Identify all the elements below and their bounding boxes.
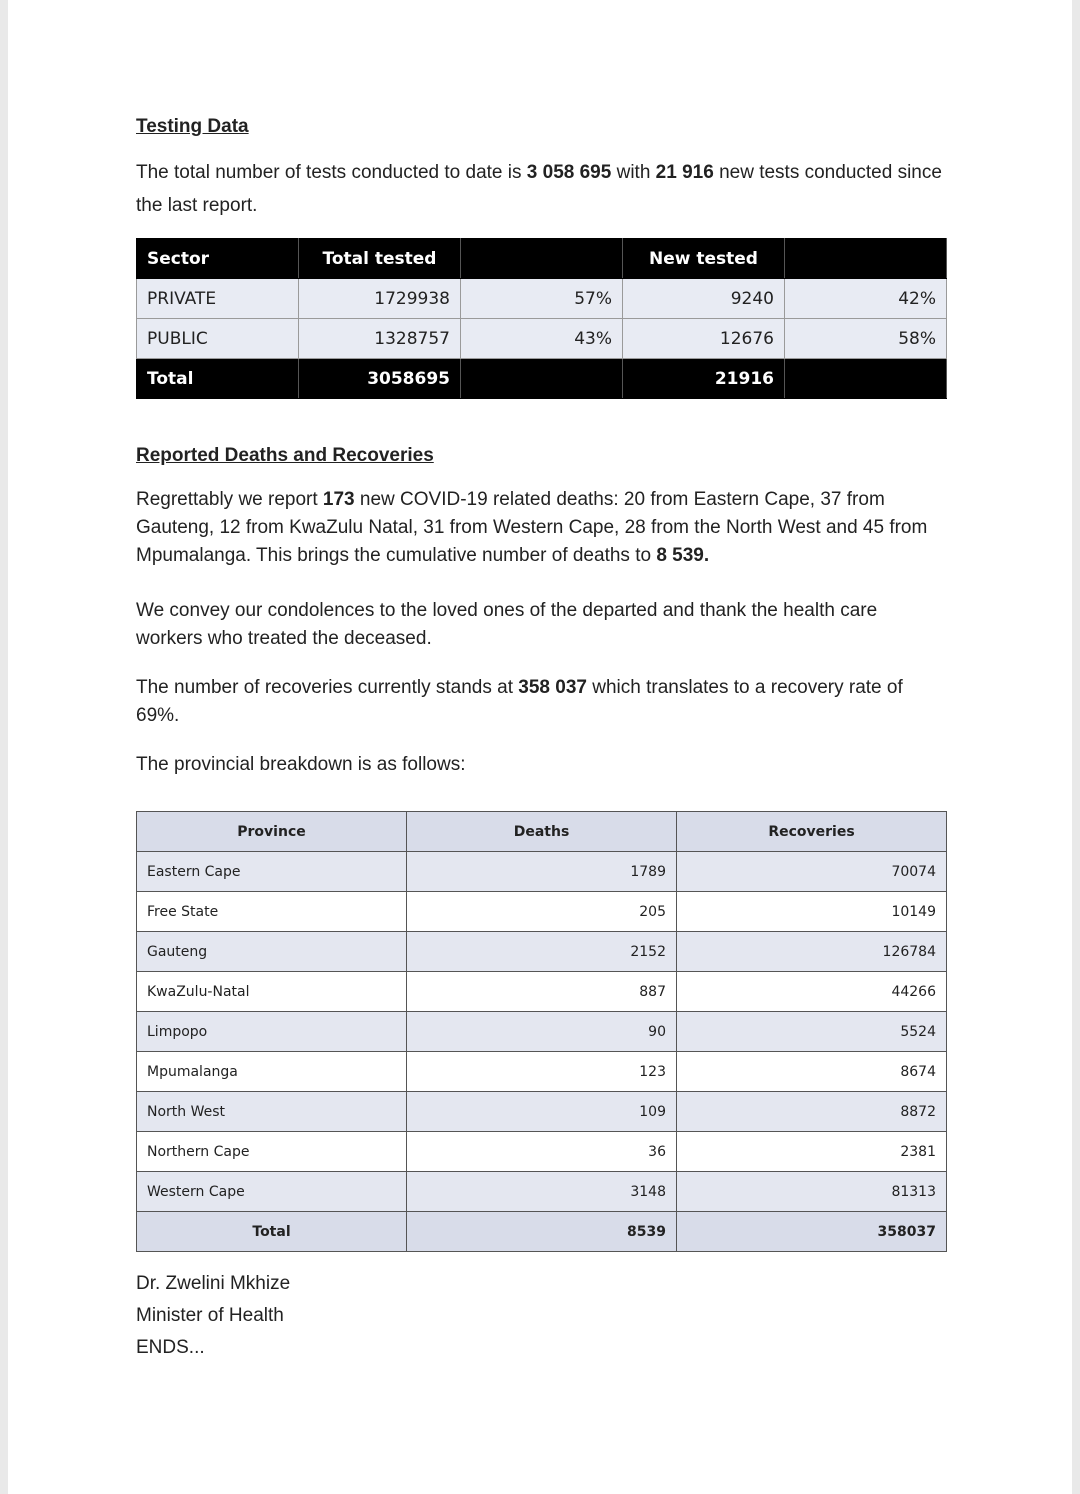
deaths-cell: 8539 [407,1212,677,1252]
table-row [137,279,947,319]
new-deaths-value: 173 [322,489,355,510]
cumulative-deaths-value: 8 539. [656,545,710,566]
table-row [137,319,947,359]
signatory-name: Dr. Zwelini Mkhize [136,1273,291,1294]
testing-summary-paragraph [136,156,948,222]
province-cell: Western Cape [137,1172,407,1212]
province-cell: KwaZulu-Natal [137,972,407,1012]
recoveries-cell: 8872 [677,1092,947,1132]
header-cell: Recoveries [677,812,947,852]
total-tested-cell: 3058695 [299,359,461,399]
ends-marker: ENDS... [136,1337,205,1358]
deaths-cell: 887 [407,972,677,1012]
header-cell [785,239,947,279]
testing-table [136,238,947,399]
deaths-cell: 1789 [407,852,677,892]
recoveries-cell: 44266 [677,972,947,1012]
deaths-text: new COVID-19 related deaths: 20 from Eastern Cape, 37 from Gauteng, 12 from KwaZulu Natal, 31 from Western Cape, 28 from the North West and 45 from Mpumalanga. This brings the cumulative number of deaths to [136,489,928,566]
testing-summary-text: The total number of tests conducted to date is [136,162,527,183]
total-pct-cell: 43% [461,319,623,359]
total-tested-cell: 1729938 [299,279,461,319]
recoveries-cell: 8674 [677,1052,947,1092]
empty-cell [461,359,623,399]
table-row [137,972,947,1012]
testing-summary-text: with [611,162,656,183]
deaths-text: Regrettably we report [136,489,323,510]
testing-summary-text: new tests conducted since the last report. [136,162,942,216]
province-cell: Gauteng [137,932,407,972]
new-pct-cell: 58% [785,319,947,359]
total-tested-cell: 1328757 [299,319,461,359]
deaths-recoveries-heading: Reported Deaths and Recoveries [136,445,434,466]
recoveries-paragraph [136,674,948,730]
province-cell: Eastern Cape [137,852,407,892]
table-row [137,1172,947,1212]
province-table [136,811,947,1252]
deaths-cell: 123 [407,1052,677,1092]
empty-cell [785,359,947,399]
table-row [137,892,947,932]
header-cell: Total tested [299,239,461,279]
deaths-cell: 2152 [407,932,677,972]
table-row [137,932,947,972]
table-row [137,1052,947,1092]
province-table-header [137,812,947,852]
testing-table-header [137,239,947,279]
deaths-cell: 3148 [407,1172,677,1212]
header-cell: Sector [137,239,299,279]
new-tested-cell: 21916 [623,359,785,399]
recoveries-text: The number of recoveries currently stands at [136,677,519,698]
header-cell: New tested [623,239,785,279]
province-total-row [137,1212,947,1252]
recoveries-cell: 10149 [677,892,947,932]
deaths-cell: 205 [407,892,677,932]
sector-cell: Total [137,359,299,399]
document-page [8,0,1072,1494]
deaths-cell: 90 [407,1012,677,1052]
sector-cell: PUBLIC [137,319,299,359]
recoveries-cell: 126784 [677,932,947,972]
new-tested-cell: 12676 [623,319,785,359]
recoveries-cell: 2381 [677,1132,947,1172]
new-pct-cell: 42% [785,279,947,319]
total-pct-cell: 57% [461,279,623,319]
table-row [137,1132,947,1172]
table-row [137,852,947,892]
testing-total-row [137,359,947,399]
recoveries-cell: 70074 [677,852,947,892]
header-cell: Deaths [407,812,677,852]
deaths-cell: 36 [407,1132,677,1172]
header-cell: Province [137,812,407,852]
recoveries-cell: 81313 [677,1172,947,1212]
province-cell: Mpumalanga [137,1052,407,1092]
deaths-paragraph [136,486,948,570]
province-cell: Limpopo [137,1012,407,1052]
sector-cell: PRIVATE [137,279,299,319]
recoveries-value: 358 037 [518,677,587,698]
signatory-title: Minister of Health [136,1305,284,1326]
new-tests-value: 21 916 [655,162,714,183]
recoveries-text: which translates to a recovery rate of 69%. [136,677,903,726]
total-label-cell: Total [137,1212,407,1252]
new-tested-cell: 9240 [623,279,785,319]
recoveries-cell: 5524 [677,1012,947,1052]
testing-data-heading: Testing Data [136,116,249,137]
signature-block [136,1268,290,1364]
total-tests-value: 3 058 695 [526,162,612,183]
province-cell: Northern Cape [137,1132,407,1172]
deaths-cell: 109 [407,1092,677,1132]
table-row [137,1012,947,1052]
province-cell: North West [137,1092,407,1132]
recoveries-cell: 358037 [677,1212,947,1252]
province-cell: Free State [137,892,407,932]
header-cell [461,239,623,279]
condolences-paragraph: We convey our condolences to the loved ones of the departed and thank the health care workers who treated the deceased. [136,600,878,649]
table-row [137,1092,947,1132]
breakdown-intro: The provincial breakdown is as follows: [136,754,466,775]
